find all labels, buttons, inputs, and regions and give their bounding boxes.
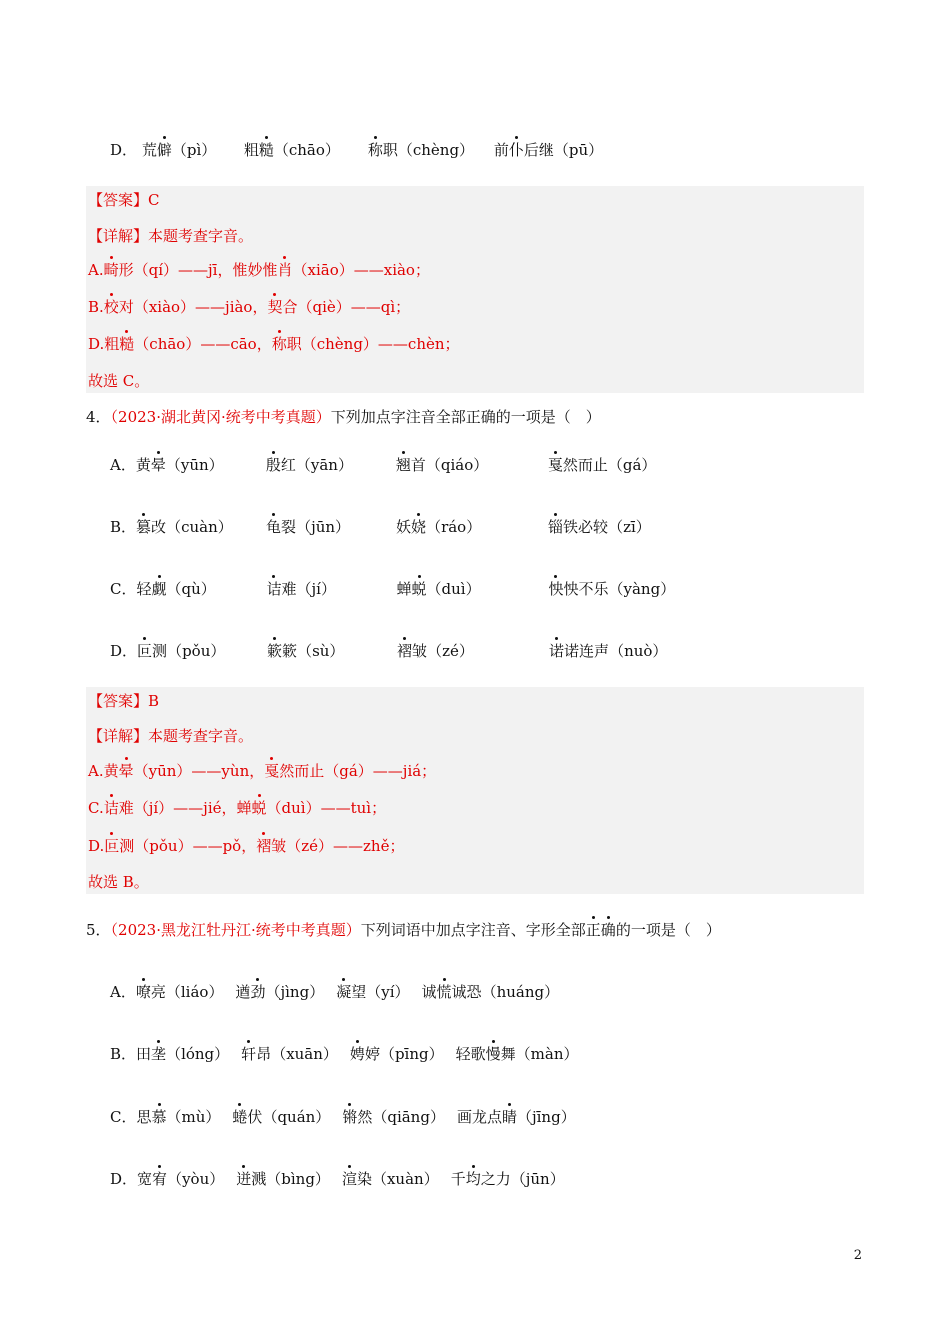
pinyin: （xuān） — [271, 1045, 338, 1063]
dotted-char: 均 — [465, 1170, 481, 1188]
q3-explain-b — [88, 296, 410, 318]
q3-answer: 【答案】C — [88, 191, 160, 209]
option-label: A． — [110, 456, 136, 474]
dotted-char: 肖 — [277, 261, 293, 279]
pinyin: （gá） — [607, 456, 657, 474]
dotted-char: 褶 — [397, 642, 413, 660]
question-text-end: 的一项是（ ） — [615, 921, 721, 939]
explain-lead: A. — [88, 261, 104, 279]
dotted-char: 慌 — [436, 983, 452, 1001]
dotted-char: 契 — [267, 298, 283, 316]
word-item — [548, 516, 698, 538]
pinyin: （cuàn） — [166, 518, 233, 536]
word-text: 难 — [281, 580, 297, 598]
word-item — [396, 516, 548, 538]
word-item — [397, 640, 549, 662]
word-text: 黄 — [135, 456, 151, 474]
option-label: D． — [110, 1170, 138, 1188]
question-text: 下列词语中加点字注音、字形全部 — [360, 921, 586, 939]
dotted-char: 叵 — [104, 837, 120, 855]
explain-lead: A. — [88, 762, 104, 780]
word-text: 昂 — [256, 1045, 272, 1063]
pinyin: （yí） — [366, 983, 410, 1001]
explain-text: 粗 — [104, 335, 120, 353]
pinyin: （duì） — [426, 580, 481, 598]
word-item — [396, 578, 548, 600]
word-text: 荒 — [141, 141, 157, 159]
word-item — [137, 640, 267, 662]
pinyin: （yān） — [295, 456, 353, 474]
word-item — [232, 1106, 330, 1128]
word-text: 田 — [136, 1045, 152, 1063]
dotted-char: 诘 — [103, 799, 119, 817]
q3-detail: 【详解】本题考查字音。 — [88, 227, 254, 245]
word-text: 溅 — [251, 1170, 267, 1188]
word-text: 染 — [356, 1170, 372, 1188]
dotted-char: 殷 — [265, 456, 281, 474]
word-text: 铁必较 — [563, 518, 609, 536]
dotted-char: 戛 — [547, 456, 563, 474]
word-item — [136, 1106, 220, 1128]
dotted-char: 娆 — [411, 518, 427, 536]
word-text: 首 — [410, 456, 426, 474]
q4-detail: 【详解】本题考查字音。 — [88, 727, 254, 745]
q5-option-d — [110, 1168, 577, 1190]
q5-option-b — [110, 1043, 591, 1065]
dotted-char: 宥 — [152, 1170, 168, 1188]
dotted-char: 正 — [585, 921, 601, 939]
pinyin: （chāo） — [273, 141, 340, 159]
explain-text: 职（chèng）——chèn； — [286, 335, 460, 353]
dotted-char: 锵 — [342, 1108, 358, 1126]
pinyin: （jí） — [296, 580, 336, 598]
word-item — [136, 516, 266, 538]
word-item — [241, 1043, 338, 1065]
q5-option-a — [110, 981, 571, 1003]
pinyin: （jīng） — [516, 1108, 576, 1126]
word-text: 遒 — [235, 983, 251, 1001]
dotted-char: 垄 — [151, 1045, 167, 1063]
q4-option-a — [110, 454, 698, 476]
pinyin: （jūn） — [510, 1170, 565, 1188]
q5-stem — [86, 919, 721, 941]
word-text: 测 — [152, 642, 168, 660]
word-item — [422, 981, 560, 1003]
question-number: 5． — [86, 921, 111, 939]
dotted-char: 蜷 — [232, 1108, 248, 1126]
option-label: B． — [110, 1045, 137, 1063]
pinyin: （chèng） — [397, 141, 475, 159]
explain-text: （xiāo）——xiào； — [292, 261, 430, 279]
word-item — [396, 454, 548, 476]
word-item — [266, 516, 396, 538]
pinyin: （huáng） — [481, 983, 560, 1001]
dotted-char: 仆 — [508, 141, 524, 159]
explain-lead: B. — [88, 298, 104, 316]
word-text: 改 — [151, 518, 167, 536]
word-text: 妖 — [396, 518, 412, 536]
word-item — [336, 981, 409, 1003]
word-item — [342, 1106, 445, 1128]
word-item — [451, 1168, 565, 1190]
q3-conclusion: 故选 C。 — [88, 372, 150, 390]
word-item — [494, 139, 634, 161]
dotted-char: 慢 — [485, 1045, 501, 1063]
word-item — [267, 640, 397, 662]
option-label: B． — [110, 518, 137, 536]
word-text: 诚恐 — [451, 983, 482, 1001]
q4-stem — [86, 406, 601, 428]
pinyin: （liáo） — [165, 983, 224, 1001]
word-item — [548, 454, 698, 476]
word-text: 轻歌 — [455, 1045, 486, 1063]
option-items — [142, 139, 634, 161]
q5-option-c — [110, 1106, 588, 1128]
dotted-char: 凝 — [336, 983, 352, 1001]
dotted-char: 蜕 — [411, 580, 427, 598]
dotted-char: 迸 — [236, 1170, 252, 1188]
page-number: 2 — [853, 1248, 862, 1263]
word-text: 思 — [136, 1108, 152, 1126]
word-item — [350, 1043, 444, 1065]
dotted-char: 篡 — [136, 518, 152, 536]
dotted-char: 糙 — [258, 141, 274, 159]
explain-text: （duì）——tuì； — [266, 799, 387, 817]
pinyin: （qiáo） — [425, 456, 489, 474]
dotted-char: 娉 — [349, 1045, 365, 1063]
dotted-char: 觑 — [151, 580, 167, 598]
dotted-char: 褶 — [256, 837, 272, 855]
q4-answer-box — [86, 687, 864, 894]
dotted-char: 诘 — [266, 580, 282, 598]
dotted-char: 怏 — [548, 580, 564, 598]
word-item — [548, 578, 698, 600]
dotted-char: 戛 — [264, 762, 280, 780]
word-text: 诺连声 — [564, 642, 610, 660]
q4-option-d — [110, 640, 699, 662]
option-label: C． — [110, 580, 137, 598]
dotted-char: 嘹 — [135, 983, 151, 1001]
dotted-char: 称 — [367, 141, 383, 159]
word-text: 蝉 — [396, 580, 412, 598]
q3-option-d — [110, 139, 634, 161]
pinyin: （pīng） — [379, 1045, 444, 1063]
explain-text: 对（xiào）——jiào， — [118, 298, 268, 316]
word-text: 之力 — [480, 1170, 511, 1188]
word-text: 裂 — [281, 518, 297, 536]
dotted-char: 晕 — [150, 456, 166, 474]
word-text: 前 — [493, 141, 509, 159]
q4-explain-c — [88, 797, 386, 819]
word-text: 然 — [357, 1108, 373, 1126]
pinyin: （bìng） — [266, 1170, 330, 1188]
option-label: C． — [110, 1108, 137, 1126]
word-item — [266, 578, 396, 600]
word-item — [136, 454, 266, 476]
question-text: 下列加点字注音全部正确的一项是（ ） — [330, 408, 601, 426]
pinyin: （zé） — [427, 642, 474, 660]
q3-explain-d — [88, 333, 460, 355]
dotted-char: 校 — [103, 298, 119, 316]
pinyin: （pì） — [171, 141, 217, 159]
word-text: 怏不乐 — [563, 580, 609, 598]
word-text: 皱 — [412, 642, 428, 660]
word-text: 千 — [450, 1170, 466, 1188]
word-item — [244, 139, 368, 161]
dotted-char: 诺 — [549, 642, 565, 660]
word-item — [136, 981, 224, 1003]
pinyin: （yàng） — [608, 580, 676, 598]
word-text: 婷 — [364, 1045, 380, 1063]
word-text: 诚 — [421, 983, 437, 1001]
explain-text: 难（jí）——jié，蝉 — [118, 799, 252, 817]
word-item — [136, 1043, 229, 1065]
dotted-char: 睛 — [501, 1108, 517, 1126]
explain-lead: C. — [88, 799, 104, 817]
dotted-char: 翘 — [395, 456, 411, 474]
dotted-char: 龟 — [266, 518, 282, 536]
explain-text: 合（qiè）——qì； — [282, 298, 411, 316]
q4-conclusion: 故选 B。 — [88, 873, 149, 891]
word-item — [342, 1168, 439, 1190]
word-text: 红 — [280, 456, 296, 474]
explain-text: （yūn）——yùn， — [133, 762, 265, 780]
pinyin: （qiāng） — [372, 1108, 445, 1126]
word-item — [142, 139, 244, 161]
pinyin: （jìng） — [265, 983, 325, 1001]
pinyin: （sù） — [297, 642, 345, 660]
word-item — [235, 981, 324, 1003]
dotted-char: 慕 — [151, 1108, 167, 1126]
pinyin: （pū） — [553, 141, 604, 159]
explain-lead: D. — [88, 335, 105, 353]
word-text: 舞 — [500, 1045, 516, 1063]
q3-answer-box — [86, 186, 864, 393]
word-text: 轻 — [136, 580, 152, 598]
q4-option-b — [110, 516, 698, 538]
option-label: D． — [110, 141, 138, 159]
word-item — [368, 139, 494, 161]
word-text: 伏 — [247, 1108, 263, 1126]
word-text: 望 — [351, 983, 367, 1001]
dotted-char: 糙 — [119, 335, 135, 353]
pinyin: （mù） — [166, 1108, 221, 1126]
explain-text: 皱（zé）——zhě； — [271, 837, 405, 855]
q4-answer: 【答案】B — [88, 692, 160, 710]
explain-text: （chāo）——cāo， — [134, 335, 272, 353]
question-source: （2023·黑龙江牡丹江·统考中考真题） — [110, 921, 361, 939]
dotted-char: 叵 — [137, 642, 153, 660]
option-label: D． — [110, 642, 138, 660]
pinyin: （quán） — [262, 1108, 331, 1126]
pinyin: （màn） — [515, 1045, 579, 1063]
dotted-char: 渲 — [341, 1170, 357, 1188]
dotted-char: 畸 — [103, 261, 119, 279]
word-text: 宽 — [137, 1170, 153, 1188]
q4-option-c — [110, 578, 698, 600]
pinyin: （zī） — [608, 518, 651, 536]
word-item — [137, 1168, 224, 1190]
dotted-char: 簌 — [267, 642, 283, 660]
word-item — [266, 454, 396, 476]
word-item — [457, 1106, 576, 1128]
word-item — [136, 578, 266, 600]
question-source: （2023·湖北黄冈·统考中考真题） — [110, 408, 331, 426]
explain-text: 然而止（gá）——jiá； — [279, 762, 437, 780]
word-text: 亮 — [150, 983, 166, 1001]
dotted-char: 劲 — [250, 983, 266, 1001]
dotted-char: 轩 — [241, 1045, 257, 1063]
pinyin: （xuàn） — [371, 1170, 439, 1188]
pinyin: （yòu） — [167, 1170, 225, 1188]
word-text: 职 — [382, 141, 398, 159]
dotted-char: 晕 — [118, 762, 134, 780]
pinyin: （ráo） — [426, 518, 482, 536]
pinyin: （nuò） — [609, 642, 668, 660]
dotted-char: 确 — [600, 921, 616, 939]
pinyin: （pǒu） — [167, 642, 226, 660]
q4-explain-d — [88, 835, 404, 857]
q3-explain-a — [88, 259, 430, 281]
word-text: 后继 — [523, 141, 554, 159]
question-number: 4． — [86, 408, 111, 426]
word-text: 然而止 — [562, 456, 608, 474]
word-item — [549, 640, 699, 662]
pinyin: （lóng） — [166, 1045, 230, 1063]
dotted-char: 僻 — [156, 141, 172, 159]
explain-text: 黄 — [103, 762, 119, 780]
explain-text: 测（pǒu）——pǒ， — [119, 837, 257, 855]
explain-lead: D. — [88, 837, 105, 855]
word-text: 簌 — [282, 642, 298, 660]
pinyin: （qù） — [166, 580, 216, 598]
word-item — [456, 1043, 579, 1065]
word-text: 粗 — [243, 141, 259, 159]
word-text: 画龙点 — [456, 1108, 502, 1126]
option-label: A． — [110, 983, 136, 1001]
q4-explain-a — [88, 760, 436, 782]
pinyin: （jūn） — [296, 518, 351, 536]
explain-text: 形（qí）——jī，惟妙惟 — [118, 261, 278, 279]
word-item — [236, 1168, 330, 1190]
dotted-char: 称 — [271, 335, 287, 353]
dotted-char: 蜕 — [251, 799, 267, 817]
dotted-char: 锱 — [548, 518, 564, 536]
pinyin: （yūn） — [165, 456, 224, 474]
